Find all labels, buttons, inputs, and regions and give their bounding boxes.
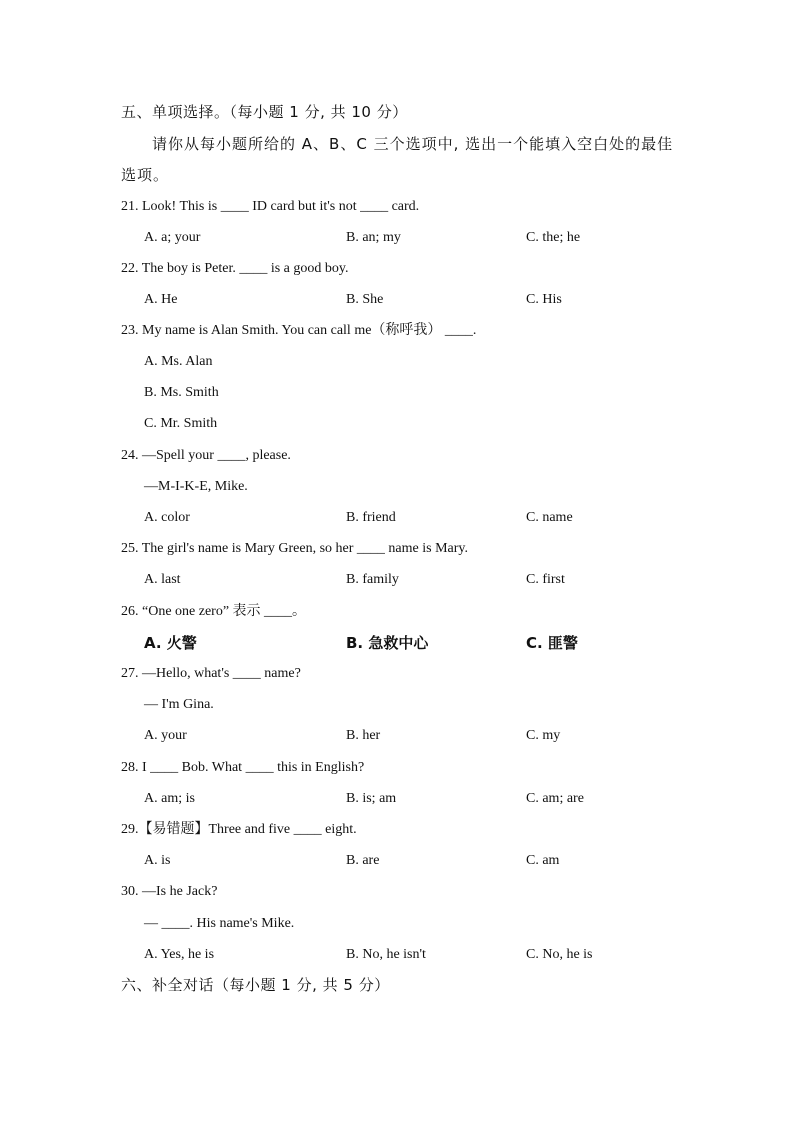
- question-26-option-c[interactable]: C. 匪警: [526, 634, 578, 652]
- question-28-option-b[interactable]: B. is; am: [346, 791, 397, 806]
- question-24-stem: 24. —Spell your ____, please.: [121, 448, 291, 463]
- question-27-option-a[interactable]: A. your: [144, 728, 187, 743]
- question-29-option-c[interactable]: C. am: [526, 853, 560, 868]
- question-21-option-a[interactable]: A. a; your: [144, 230, 201, 245]
- section-5-instruction-line1: 请你从每小题所给的 A、B、C 三个选项中, 选出一个能填入空白处的最佳: [152, 135, 674, 153]
- question-23-option-a[interactable]: A. Ms. Alan: [144, 354, 213, 369]
- question-22-option-a[interactable]: A. He: [144, 292, 178, 307]
- section-6-title: 六、补全对话（每小题 1 分, 共 5 分）: [121, 976, 390, 994]
- question-26-stem: 26. “One one zero” 表示 ____。: [121, 604, 307, 619]
- question-28-option-a[interactable]: A. am; is: [144, 791, 195, 806]
- question-23-option-c[interactable]: C. Mr. Smith: [144, 416, 218, 431]
- question-23-option-b[interactable]: B. Ms. Smith: [144, 385, 219, 400]
- question-24-option-a[interactable]: A. color: [144, 510, 190, 525]
- question-26-option-a[interactable]: A. 火警: [144, 634, 197, 652]
- question-25-option-c[interactable]: C. first: [526, 572, 565, 587]
- question-22-option-c[interactable]: C. His: [526, 292, 562, 307]
- question-25-option-b[interactable]: B. family: [346, 572, 399, 587]
- question-28-option-c[interactable]: C. am; are: [526, 791, 584, 806]
- question-29-option-a[interactable]: A. is: [144, 853, 171, 868]
- question-29-stem: 29.【易错题】Three and five ____ eight.: [121, 822, 357, 837]
- section-5-title: 五、单项选择。（每小题 1 分, 共 10 分）: [121, 103, 408, 121]
- question-23-stem: 23. My name is Alan Smith. You can call me（称呼我） ____.: [121, 323, 477, 338]
- question-25-option-a[interactable]: A. last: [144, 572, 181, 587]
- question-21-option-c[interactable]: C. the; he: [526, 230, 581, 245]
- question-29-option-b[interactable]: B. are: [346, 853, 380, 868]
- question-30-option-b[interactable]: B. No, he isn't: [346, 947, 426, 962]
- question-27-stem: 27. —Hello, what's ____ name?: [121, 666, 301, 681]
- question-24-option-c[interactable]: C. name: [526, 510, 573, 525]
- question-27-option-c[interactable]: C. my: [526, 728, 561, 743]
- question-30-option-a[interactable]: A. Yes, he is: [144, 947, 215, 962]
- question-21-stem: 21. Look! This is ____ ID card but it's not ____ card.: [121, 199, 420, 214]
- question-30-reply: — ____. His name's Mike.: [144, 916, 295, 931]
- question-27-option-b[interactable]: B. her: [346, 728, 381, 743]
- question-25-stem: 25. The girl's name is Mary Green, so her ____ name is Mary.: [121, 541, 468, 556]
- question-22-stem: 22. The boy is Peter. ____ is a good boy.: [121, 261, 349, 276]
- question-24-reply: —M-I-K-E, Mike.: [144, 479, 248, 494]
- question-24-option-b[interactable]: B. friend: [346, 510, 396, 525]
- question-21-option-b[interactable]: B. an; my: [346, 230, 401, 245]
- question-22-option-b[interactable]: B. She: [346, 292, 384, 307]
- question-28-stem: 28. I ____ Bob. What ____ this in English?: [121, 760, 365, 775]
- question-27-reply: — I'm Gina.: [144, 697, 214, 712]
- question-26-option-b[interactable]: B. 急救中心: [346, 634, 429, 652]
- question-30-stem: 30. —Is he Jack?: [121, 884, 218, 899]
- question-30-option-c[interactable]: C. No, he is: [526, 947, 593, 962]
- section-5-instruction-line2: 选项。: [121, 166, 170, 184]
